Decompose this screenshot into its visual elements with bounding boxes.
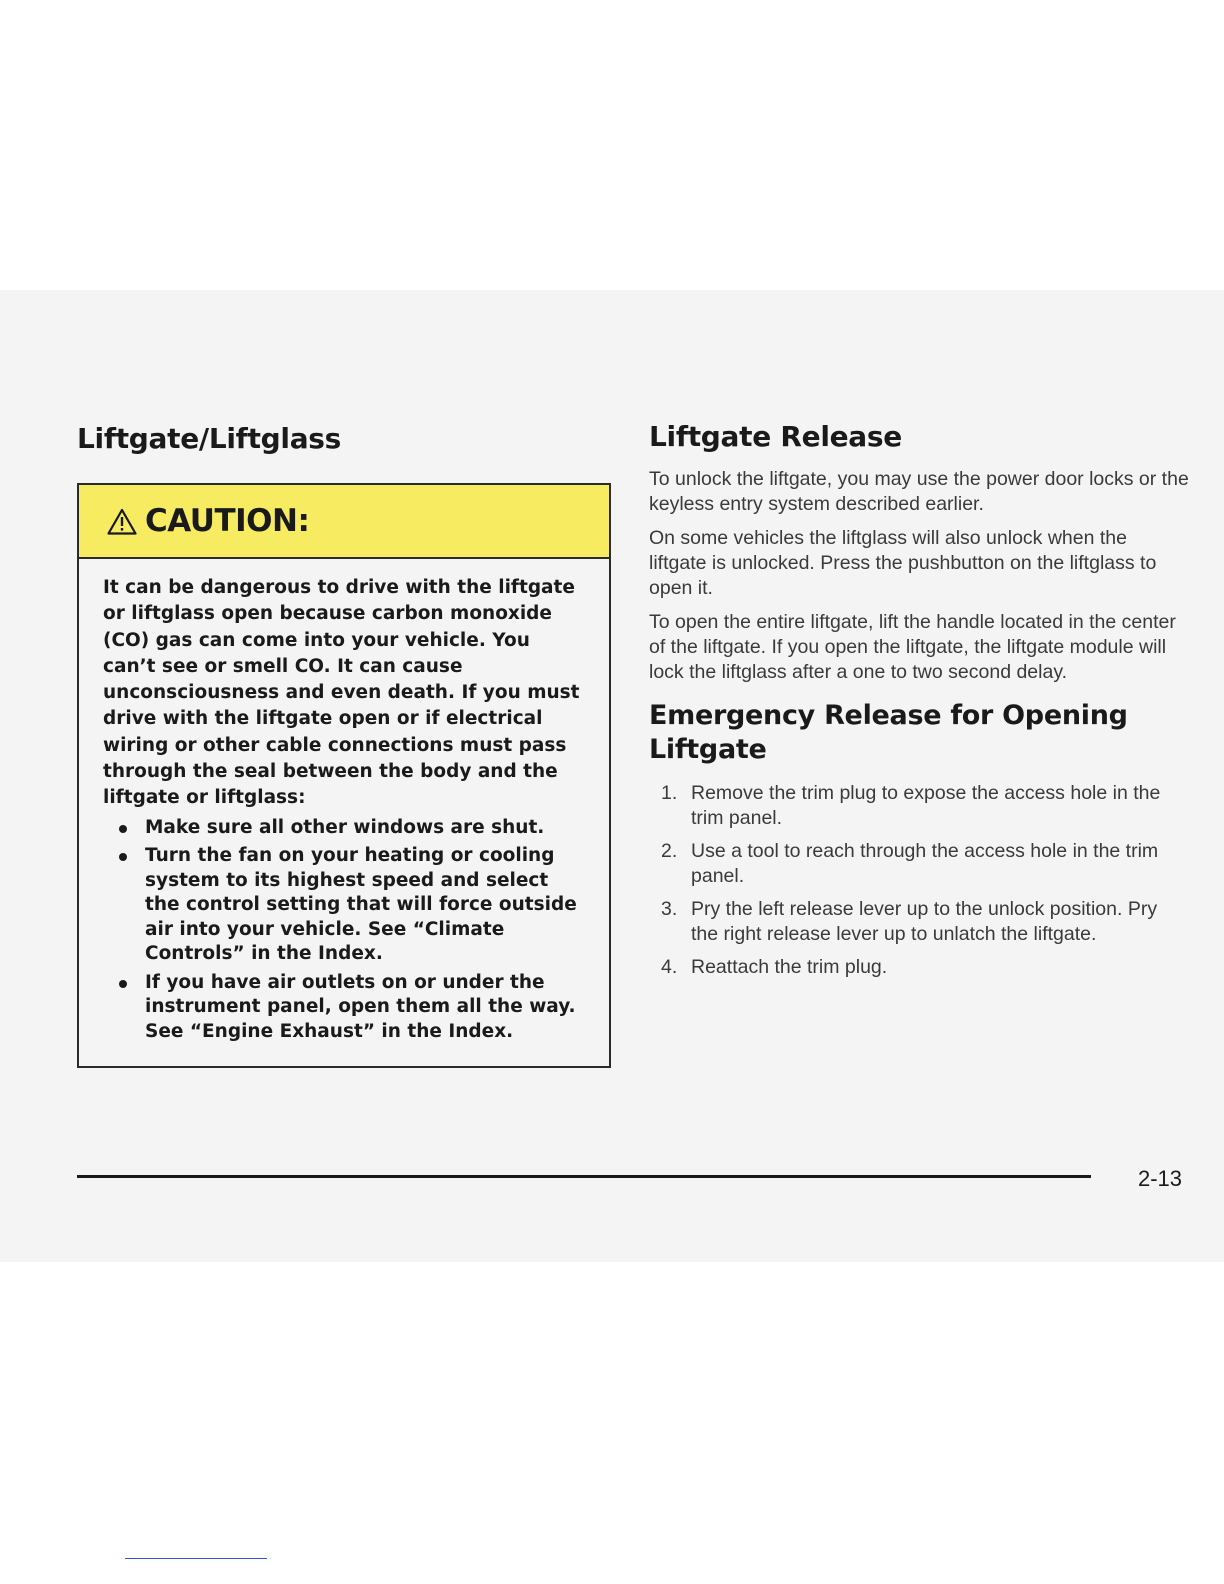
caution-paragraph: It can be dangerous to drive with the liftgate or liftglass open because carbon monoxide (CO) gas can come into your vehicle. You can’t see or smell CO. It can cause unconsciousness and even death. If you must drive with the liftgate open or if electrical wiring or other cable connections must pass through the seal between the body and the liftgate or liftglass:: [103, 577, 580, 809]
step-number: 3.: [661, 898, 678, 920]
left-column: [77, 420, 611, 1068]
liftgate-liftglass-heading: Liftgate/Liftglass: [77, 422, 342, 455]
step-text: Use a tool to reach through the access hole in the trim panel.: [691, 840, 1159, 887]
page-number: 2-13: [1138, 1166, 1183, 1191]
step-item: [649, 839, 1189, 888]
bullet-icon: [119, 825, 127, 833]
caution-label: CAUTION:: [145, 503, 310, 539]
bullet-icon: [119, 980, 127, 988]
caution-bullet-item: [103, 816, 585, 841]
caution-bullet-item: [103, 971, 585, 1045]
caution-body: [79, 559, 609, 1066]
step-text: Pry the left release lever up to the unlock position. Pry the right release lever up to unlatch the liftgate.: [691, 898, 1158, 945]
emergency-heading-line2: Liftgate: [649, 734, 767, 765]
liftgate-release-heading: Liftgate Release: [649, 420, 902, 453]
caution-box: [77, 483, 611, 1068]
caution-header: [79, 485, 609, 559]
footer-rule: [77, 1175, 1091, 1178]
right-column: [649, 420, 1189, 989]
release-paragraph: To unlock the liftgate, you may use the power door locks or the keyless entry system described earlier.: [649, 468, 1189, 515]
step-text: Remove the trim plug to expose the access hole in the trim panel.: [691, 782, 1161, 829]
release-paragraph: To open the entire liftgate, lift the handle located in the center of the liftgate. If you open the liftgate, the liftgate module will lock the liftglass after a one to two second delay.: [649, 611, 1176, 683]
caution-bullet-text: If you have air outlets on or under the instrument panel, open them all the way. See “Engine Exhaust” in the Index.: [145, 971, 576, 1042]
emergency-steps-list: [649, 781, 1189, 980]
emergency-release-heading: [649, 699, 1189, 767]
step-number: 2.: [661, 840, 678, 862]
caution-bullet-text: Turn the fan on your heating or cooling system to its highest speed and select the control setting that will force outside air into your vehicle. See “Climate Controls” in the Index.: [145, 845, 577, 965]
emergency-heading-line1: Emergency Release for Opening: [649, 700, 1128, 731]
caution-bullet-item: [103, 844, 585, 967]
bottom-link-underline: [125, 1558, 267, 1559]
warning-triangle-icon: [107, 508, 137, 535]
step-item: [649, 781, 1189, 830]
step-text: Reattach the trim plug.: [691, 956, 888, 978]
bullet-icon: [119, 853, 127, 861]
step-item: [649, 897, 1189, 946]
caution-bullet-text: Make sure all other windows are shut.: [145, 816, 545, 838]
step-number: 4.: [661, 956, 678, 978]
step-number: 1.: [661, 782, 678, 804]
step-item: [649, 955, 1189, 980]
release-paragraph: On some vehicles the liftglass will also unlock when the liftgate is unlocked. Press the pushbutton on the liftglass to open it.: [649, 527, 1157, 599]
caution-bullet-list: [103, 816, 585, 1045]
